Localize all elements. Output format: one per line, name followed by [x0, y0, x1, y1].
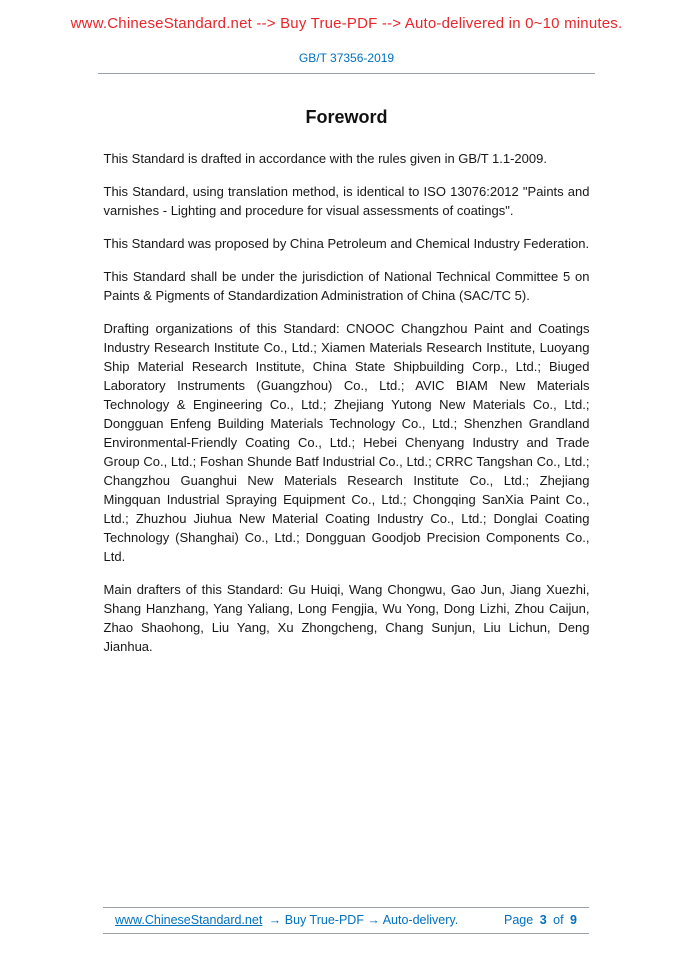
header-divider	[98, 73, 595, 74]
standard-code: GB/T 37356-2019	[298, 51, 395, 65]
paragraph: This Standard is drafted in accordance with the rules given in GB/T 1.1-2009.	[103, 151, 547, 166]
footer-divider-bottom	[103, 933, 589, 934]
footer-row	[103, 908, 589, 933]
paragraph: This Standard was proposed by China Petroleum and Chemical Industry Federation.	[103, 236, 590, 251]
of-label: of	[553, 913, 564, 927]
page-current: 3	[539, 913, 547, 927]
paragraph: This Standard, using translation method, is identical to ISO 13076:2012 "Paints and varnishes - Lighting and procedure for visual assessments of coatings".	[103, 184, 590, 218]
page-title: Foreword	[305, 107, 388, 127]
footer-promo	[115, 913, 458, 927]
page-footer	[103, 907, 589, 934]
paragraph: This Standard shall be under the jurisdiction of National Technical Committee 5 on Paints & Pigments of Standardization Administration of China (SAC/TC 5).	[103, 269, 590, 303]
paragraph: Main drafters of this Standard: Gu Huiqi, Wang Chongwu, Gao Jun, Jiang Xuezhi, Shang Hanzhang, Yang Yaliang, Long Fengjia, Wu Yong, Dong Lizhi, Zhou Caijun, Zhao Shaohong, Liu Yang, Xu Zhongcheng, Chang Sunjun, Liu Lichun, Deng Jianhua.	[103, 582, 590, 654]
paragraph: Drafting organizations of this Standard: CNOOC Changzhou Paint and Coatings Industry Research Institute Co., Ltd.; Xiamen Materials Research Institute, Luoyang Ship Material Research Institute, China State Shipbuilding Corp., Ltd.; Biuged Laboratory Instruments (Guangzhou) Co., Ltd.; AVIC BIAM New Materials Technology & Engineering Co., Ltd.; Zhejiang Yutong New Materials Co., Ltd.; Dongguan Enfeng Building Materials Technology Co., Ltd.; Shenzhen Grandland Environmental-Friendly Coating Co., Ltd.; Hebei Chenyang Industry and Trade Group Co., Ltd.; Foshan Shunde Batf Industrial Co., Ltd.; CRRC Tangshan Co., Ltd.; Changzhou Guanghui New Materials Research Institute Co., Ltd.; Zhejiang Mingquan Industrial Spraying Equipment Co., Ltd.; Chongqing SanXia Paint Co., Ltd.; Zhuzhou Jiuhua New Material Coating Industry Co., Ltd.; Donglai Coating Technology (Shanghai) Co., Ltd.; Dongguan Goodjob Precision Components Co., Ltd.	[103, 321, 590, 564]
promo-banner: www.ChineseStandard.net --> Buy True-PDF --> Auto-delivered in 0~10 minutes.	[70, 15, 623, 32]
page-indicator	[503, 913, 579, 927]
page-total: 9	[570, 913, 577, 927]
footer-promo-text: → Buy True-PDF → Auto-delivery.	[268, 913, 459, 927]
document-body	[104, 149, 590, 656]
footer-link[interactable]: www.ChineseStandard.net	[115, 913, 263, 927]
page-label: Page	[504, 913, 534, 927]
